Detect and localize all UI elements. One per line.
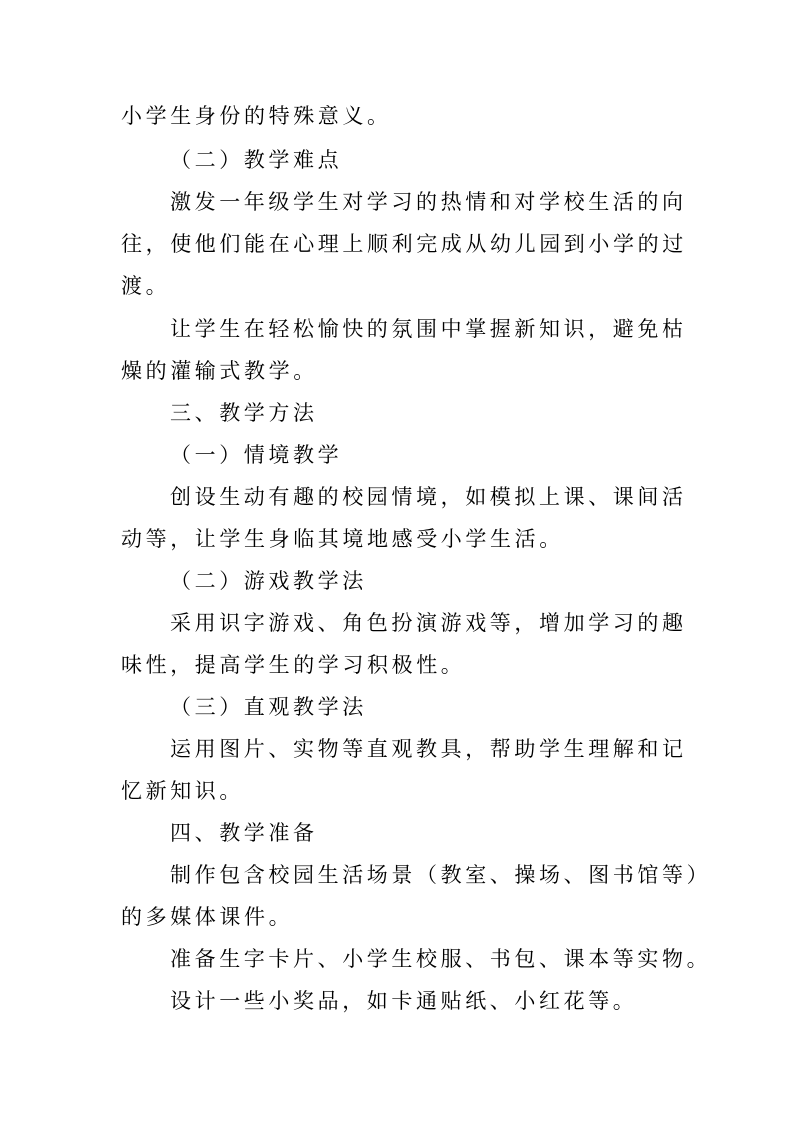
paragraph-line: 味性，提高学生的学习积极性。 bbox=[121, 653, 466, 677]
section-heading: 三、教学方法 bbox=[170, 401, 318, 425]
paragraph-line: 动等，让学生身临其境地感受小学生活。 bbox=[121, 527, 564, 551]
paragraph-line: 燥的灌输式教学。 bbox=[121, 359, 318, 383]
paragraph-line: 的多媒体课件。 bbox=[121, 905, 294, 929]
paragraph-line: 激发一年级学生对学习的热情和对学校生活的向 bbox=[170, 190, 687, 214]
subsection-heading: （二）游戏教学法 bbox=[170, 569, 367, 593]
paragraph-line: 让学生在轻松愉快的氛围中掌握新知识，避免枯 bbox=[170, 317, 687, 341]
paragraph-line: 创设生动有趣的校园情境，如模拟上课、课间活 bbox=[170, 485, 687, 509]
paragraph-line: 制作包含校园生活场景（教室、操场、图书馆等） bbox=[170, 863, 712, 887]
paragraph-line: 渡。 bbox=[121, 274, 171, 298]
body-text-line: 小学生身份的特殊意义。 bbox=[121, 104, 392, 128]
paragraph-line: 运用图片、实物等直观教具，帮助学生理解和记 bbox=[170, 737, 687, 761]
subsection-heading: （三）直观教学法 bbox=[170, 695, 367, 719]
subsection-heading: （二）教学难点 bbox=[170, 148, 343, 172]
subsection-heading: （一）情境教学 bbox=[170, 443, 343, 467]
paragraph-line: 采用识字游戏、角色扮演游戏等，增加学习的趣 bbox=[170, 611, 687, 635]
paragraph-line: 往，使他们能在心理上顺利完成从幼儿园到小学的过 bbox=[121, 232, 687, 256]
paragraph-line: 准备生字卡片、小学生校服、书包、课本等实物。 bbox=[170, 947, 712, 971]
section-heading: 四、教学准备 bbox=[170, 821, 318, 845]
paragraph-line: 设计一些小奖品，如卡通贴纸、小红花等。 bbox=[170, 989, 638, 1013]
paragraph-line: 忆新知识。 bbox=[121, 779, 244, 803]
